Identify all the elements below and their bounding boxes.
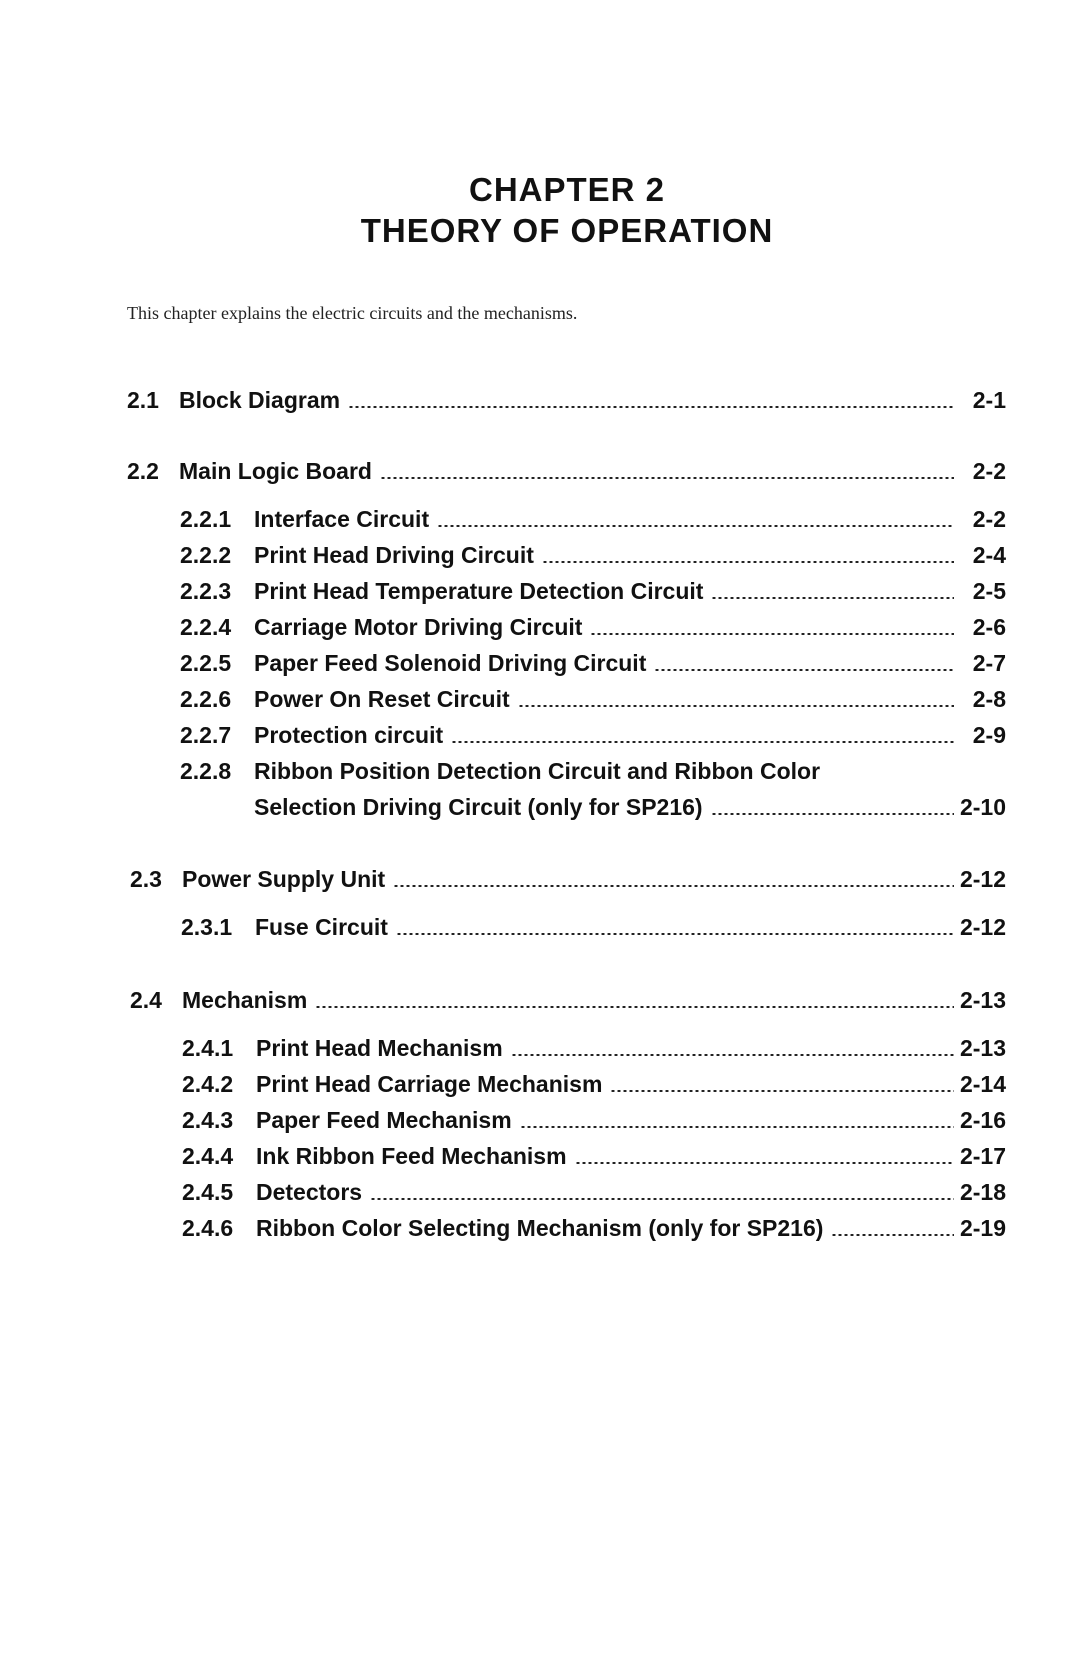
toc-label: Block Diagram	[179, 387, 341, 413]
toc-page: 2-14	[959, 1071, 1006, 1097]
toc-label: Mechanism	[182, 987, 308, 1013]
toc-page: 2-7	[972, 650, 1006, 676]
toc-entry[interactable]	[127, 456, 1006, 486]
dot-leader	[380, 471, 954, 479]
toc-entry[interactable]	[182, 1069, 1006, 1099]
toc-label: Fuse Circuit	[255, 914, 388, 940]
toc-page: 2-8	[972, 686, 1006, 712]
toc-page: 2-6	[972, 614, 1006, 640]
chapter-title: THEORY OF OPERATION	[360, 212, 774, 249]
toc-entry[interactable]	[180, 720, 1006, 750]
toc-number: 2.1	[127, 387, 159, 413]
dot-leader	[575, 1156, 954, 1164]
toc-entry[interactable]	[127, 385, 1006, 415]
toc-entry-continuation[interactable]	[254, 792, 1006, 822]
toc-label: Power Supply Unit	[182, 866, 386, 892]
toc-page: 2-17	[959, 1143, 1006, 1169]
intro-text: This chapter explains the electric circuits and the mechanisms.	[127, 303, 578, 323]
toc-number: 2.4	[130, 987, 162, 1013]
dot-leader	[654, 663, 954, 671]
toc-page: 2-2	[972, 458, 1006, 484]
toc-number: 2.2.1	[180, 506, 232, 532]
toc-label: Main Logic Board	[179, 458, 372, 484]
dot-leader	[711, 807, 954, 815]
toc-entry[interactable]	[181, 912, 1006, 942]
toc-number: 2.2	[127, 458, 159, 484]
toc-label: Paper Feed Solenoid Driving Circuit	[254, 650, 647, 676]
toc-number: 2.4.3	[182, 1107, 234, 1133]
dot-leader	[590, 627, 954, 635]
dot-leader	[348, 400, 954, 408]
dot-leader	[393, 879, 954, 887]
toc-page: 2-1	[972, 387, 1006, 413]
toc-number: 2.2.2	[180, 542, 232, 568]
toc-number: 2.2.7	[180, 722, 232, 748]
dot-leader	[370, 1192, 954, 1200]
toc-label: Ink Ribbon Feed Mechanism	[256, 1143, 567, 1169]
toc-number: 2.4.2	[182, 1071, 234, 1097]
toc-label: Carriage Motor Driving Circuit	[254, 614, 583, 640]
toc-entry-multiline[interactable]	[180, 756, 820, 786]
chapter-number: CHAPTER 2	[468, 171, 666, 208]
toc-entry[interactable]	[180, 648, 1006, 678]
toc-entry[interactable]	[180, 540, 1006, 570]
toc-entry[interactable]	[182, 1105, 1006, 1135]
toc-label: Print Head Mechanism	[256, 1035, 503, 1061]
toc-entry[interactable]	[180, 576, 1006, 606]
toc-label: Ribbon Position Detection Circuit and Ribbon Color	[254, 758, 821, 784]
toc-entry[interactable]	[130, 985, 1006, 1015]
toc-label: Ribbon Color Selecting Mechanism (only for SP216)	[256, 1215, 824, 1241]
toc-page: 2-12	[959, 914, 1006, 940]
toc-label: Paper Feed Mechanism	[256, 1107, 512, 1133]
toc-number: 2.4.5	[182, 1179, 234, 1205]
toc-entry[interactable]	[182, 1141, 1006, 1171]
dot-leader	[711, 591, 954, 599]
toc-label: Print Head Temperature Detection Circuit	[254, 578, 704, 604]
dot-leader	[542, 555, 954, 563]
dot-leader	[518, 699, 954, 707]
toc-page: 2-5	[972, 578, 1006, 604]
toc-entry[interactable]	[130, 864, 1006, 894]
dot-leader	[511, 1048, 954, 1056]
toc-number: 2.3.1	[181, 914, 233, 940]
toc-label: Print Head Driving Circuit	[254, 542, 534, 568]
toc-number: 2.4.4	[182, 1143, 234, 1169]
dot-leader	[610, 1084, 954, 1092]
toc-number: 2.2.6	[180, 686, 232, 712]
toc-page: 2-10	[959, 794, 1006, 820]
dot-leader	[451, 735, 954, 743]
dot-leader	[396, 927, 954, 935]
toc-label-continued: Selection Driving Circuit (only for SP216)	[254, 794, 703, 820]
dot-leader	[437, 519, 954, 527]
toc-entry[interactable]	[182, 1033, 1006, 1063]
toc-page: 2-16	[959, 1107, 1006, 1133]
toc-entry[interactable]	[182, 1213, 1006, 1243]
toc-page: 2-12	[959, 866, 1006, 892]
toc-number: 2.4.6	[182, 1215, 234, 1241]
toc-entry[interactable]	[182, 1177, 1006, 1207]
toc-page: 2-19	[959, 1215, 1006, 1241]
toc-number: 2.2.3	[180, 578, 232, 604]
toc-number: 2.4.1	[182, 1035, 234, 1061]
toc-page: 2-18	[959, 1179, 1006, 1205]
toc-number: 2.2.5	[180, 650, 232, 676]
toc-number: 2.2.8	[180, 758, 232, 784]
toc-label: Print Head Carriage Mechanism	[256, 1071, 603, 1097]
toc-number: 2.3	[130, 866, 162, 892]
toc-label: Protection circuit	[254, 722, 444, 748]
toc-entry[interactable]	[180, 684, 1006, 714]
dot-leader	[520, 1120, 954, 1128]
toc-page: 2-2	[972, 506, 1006, 532]
toc-page: 2-13	[959, 1035, 1006, 1061]
toc-entry[interactable]	[180, 612, 1006, 642]
toc-label: Power On Reset Circuit	[254, 686, 510, 712]
toc-entry[interactable]	[180, 504, 1006, 534]
dot-leader	[315, 1000, 954, 1008]
toc-label: Detectors	[256, 1179, 363, 1205]
toc-number: 2.2.4	[180, 614, 232, 640]
toc-page: 2-4	[972, 542, 1006, 568]
dot-leader	[831, 1228, 954, 1236]
toc-page: 2-13	[959, 987, 1006, 1013]
toc-page: 2-9	[972, 722, 1006, 748]
toc-label: Interface Circuit	[254, 506, 430, 532]
